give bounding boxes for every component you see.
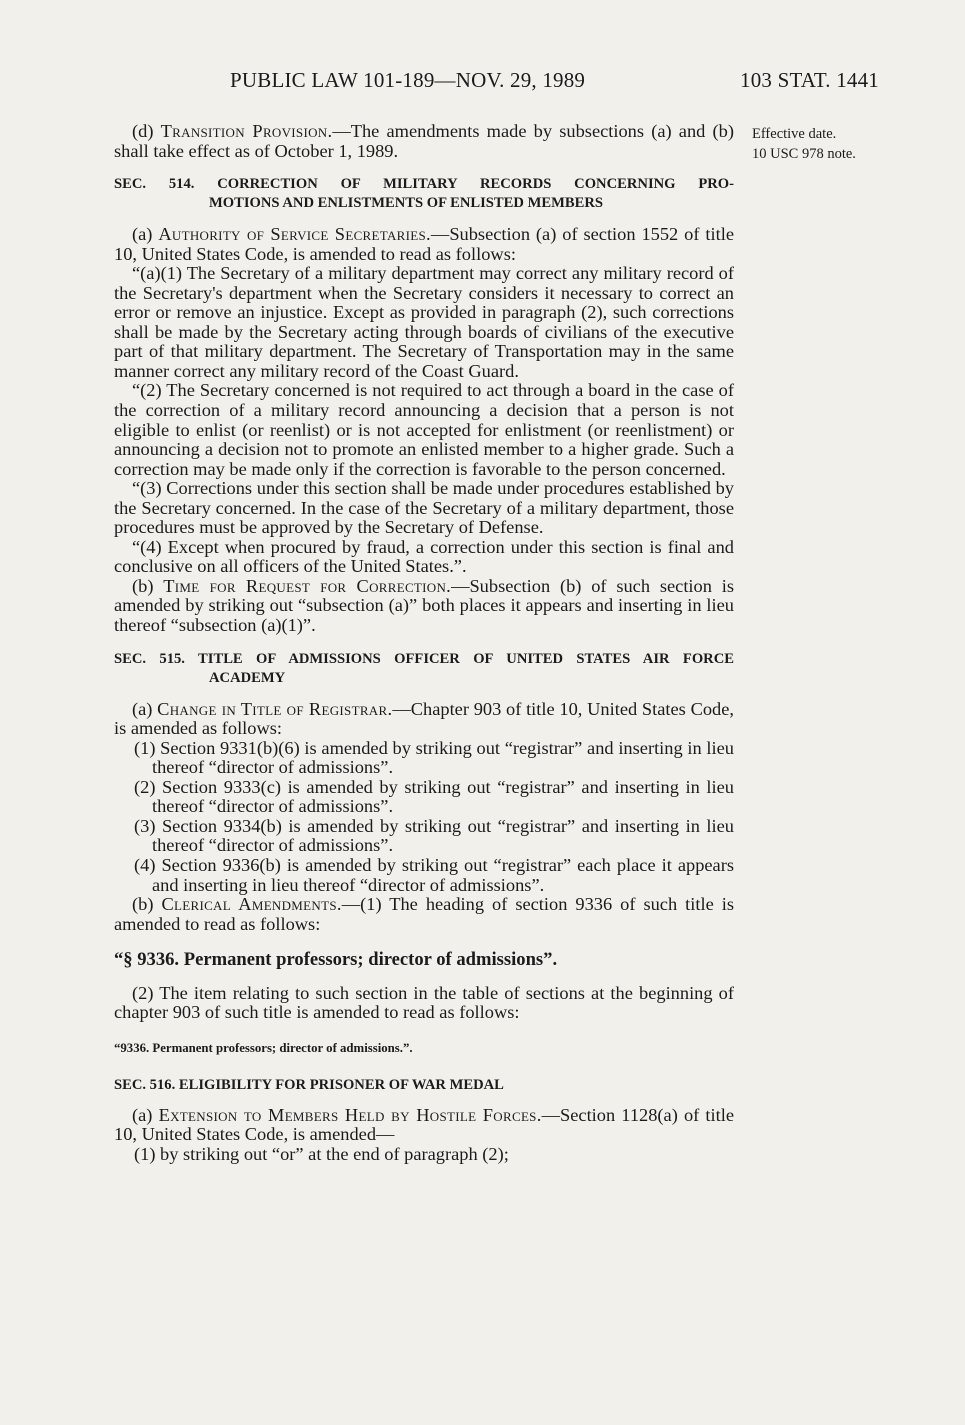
table-of-sections-item: “9336. Permanent professors; director of admissions.”. <box>114 1040 413 1055</box>
sec515-item: (4) Section 9336(b) is amended by striking out “registrar” each place it appears and inserting in lieu thereof “director of admissions”. <box>134 854 734 895</box>
section-515-heading: SEC. 515. TITLE OF ADMISSIONS OFFICER OF UNITED STATES AIR FORCE ACADEMY <box>114 650 734 686</box>
sec514-paragraph-3: “(3) Corrections under this section shall be made under procedures established by the Secretary concerned. In the case of the Secretary of a military department, those procedures must be approved by the Secretary of Defense. <box>114 478 734 538</box>
sec515-b2: (2) The item relating to such section in the table of sections at the beginning of chapter 903 of such title is amended to read as follows: <box>114 982 734 1023</box>
body-text <box>114 122 734 1165</box>
sec515-item: (2) Section 9333(c) is amended by striking out “registrar” and inserting in lieu thereof “director of admissions”. <box>134 776 734 817</box>
margin-notes <box>752 124 856 164</box>
new-section-heading: “§ 9336. Permanent professors; director of admissions”. <box>114 949 558 971</box>
sec515-subsection-b: (b) Clerical Amendments.—(1) The heading of section 9336 of such title is amended to read as follows: <box>114 894 734 934</box>
stat-citation: 103 STAT. 1441 <box>740 68 879 92</box>
sec514-paragraph-2: “(2) The Secretary concerned is not required to act through a board in the case of the correction of a military record announcing a decision that a person is not eligible to enlist (or reenlist) or is not accepted for enlistment (or reenlistment) or announcing a decision not to promote an enlisted member to a higher grade. Such a correction may be made only if the correction is favorable to the person concerned. <box>114 380 734 479</box>
subsection-d-transition: (d) Transition Provision.—The amendments made by subsections (a) and (b) shall take effect as of October 1, 1989. <box>114 121 734 161</box>
sec514-paragraph-1: “(a)(1) The Secretary of a military department may correct any military record of the Secretary's department when the Secretary considers it necessary to correct an error or remove an injustice. Except as provided in paragraph (2), such corrections shall be made by the Secretary acting through boards of civilians of the executive part of that military department. The Secretary of Transportation may in the same manner correct any military record of the Coast Guard. <box>114 263 734 381</box>
sec515-item: (3) Section 9334(b) is amended by striking out “registrar” and inserting in lieu thereof “director of admissions”. <box>134 815 734 856</box>
sec515-subsection-a: (a) Change in Title of Registrar.—Chapter 903 of title 10, United States Code, is amended as follows: <box>114 698 734 739</box>
page-header <box>0 68 965 100</box>
sec514-subsection-b: (b) Time for Request for Correction.—Subsection (b) of such section is amended by striking out “subsection (a)” both places it appears and inserting in lieu thereof “subsection (a)(1)”. <box>114 575 734 636</box>
margin-note-effective-date: Effective date. <box>752 126 837 142</box>
sec514-subsection-a: (a) Authority of Service Secretaries.—Subsection (a) of section 1552 of title 10, United States Code, is amended to read as follows: <box>114 224 734 264</box>
margin-note-usc: 10 USC 978 note. <box>752 146 856 162</box>
sec514-paragraph-4: “(4) Except when procured by fraud, a correction under this section is final and conclusive on all officers of the United States.”. <box>114 536 734 577</box>
sec515-item: (1) Section 9331(b)(6) is amended by striking out “registrar” and inserting in lieu thereof “director of admissions”. <box>134 737 734 778</box>
section-516-heading: SEC. 516. ELIGIBILITY FOR PRISONER OF WAR MEDAL <box>114 1077 504 1094</box>
sec516-item: (1) by striking out “or” at the end of paragraph (2); <box>134 1143 509 1164</box>
section-514-heading: SEC. 514. CORRECTION OF MILITARY RECORDS CONCERNING PRO- MOTIONS AND ENLISTMENTS OF ENLISTED MEMBERS <box>114 176 734 212</box>
sec516-subsection-a: (a) Extension to Members Held by Hostile Forces.—Section 1128(a) of title 10, United States Code, is amended— <box>114 1104 734 1145</box>
running-title: PUBLIC LAW 101-189—NOV. 29, 1989 <box>230 68 586 92</box>
